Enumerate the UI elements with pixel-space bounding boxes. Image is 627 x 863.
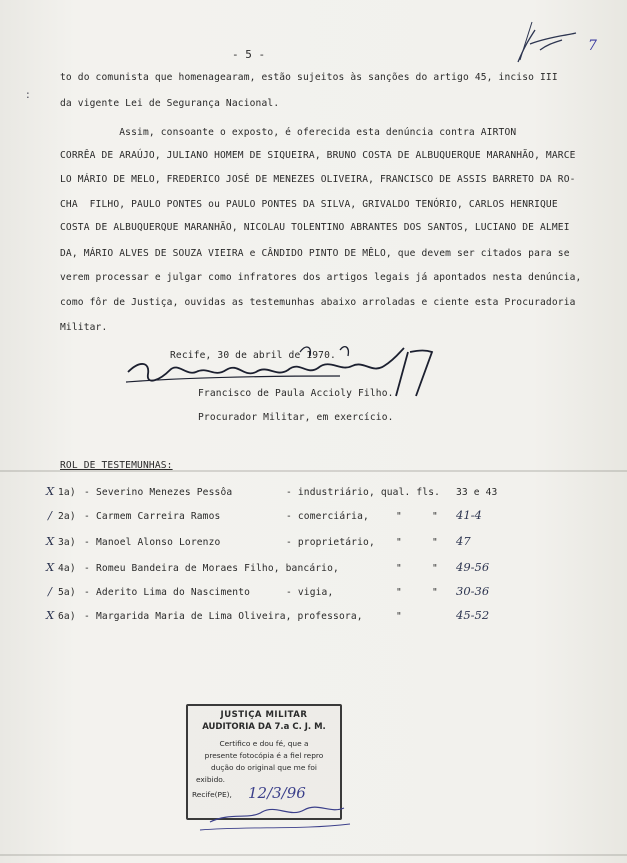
witness-folios: 33 e 43: [456, 487, 498, 498]
witness-dash: -: [84, 563, 90, 574]
stamp-line: presente fotocópia é a fiel repro: [204, 751, 324, 760]
body-line: verem processar e julgar como infratores dos artigos legais já apontados nesta denúncia,: [60, 272, 582, 283]
check-mark: X: [46, 484, 55, 498]
stamp-line: exibido.: [196, 775, 226, 784]
body-line: to do comunista que homenagearam, estão sujeitos às sanções do artigo 45, inciso III: [60, 72, 558, 83]
ditto-mark: ": [396, 537, 402, 548]
check-mark: /: [48, 508, 52, 522]
witness-name: Margarida Maria de Lima Oliveira, professora,: [96, 611, 363, 622]
ditto-mark: ": [432, 511, 438, 522]
witness-role: - industriário, qual. fls.: [286, 487, 441, 498]
witness-name: Severino Menezes Pessôa: [96, 487, 233, 498]
witness-heading: ROL DE TESTEMUNHAS:: [60, 460, 173, 471]
corner-mark: 7: [588, 38, 597, 54]
ditto-mark: ": [432, 537, 438, 548]
witness-number: 6a): [58, 611, 76, 622]
stamp-line: Recife(PE),: [192, 790, 232, 799]
witness-number: 5a): [58, 587, 76, 598]
witness-name: Aderito Lima do Nascimento: [96, 587, 251, 598]
check-mark: X: [46, 534, 55, 548]
signer-title: Procurador Militar, em exercício.: [198, 412, 394, 423]
witness-folios: 49-56: [456, 560, 490, 574]
check-mark: X: [46, 608, 55, 622]
body-line: COSTA DE ALBUQUERQUE MARANHÃO, NICOLAU TOLENTINO ABRANTES DOS SANTOS, LUCIANO DE ALMEI: [60, 222, 570, 233]
body-line: DA, MÁRIO ALVES DE SOUZA VIEIRA e CÂNDIDO PINTO DE MÊLO, que devem ser citados para se: [60, 248, 570, 259]
witness-name: Romeu Bandeira de Moraes Filho, bancário,: [96, 563, 339, 574]
place-date: Recife, 30 de abril de 1970.: [170, 350, 336, 361]
witness-name: Manoel Alonso Lorenzo: [96, 537, 221, 548]
ditto-mark: ": [396, 587, 402, 598]
witness-folios: 47: [456, 534, 471, 548]
ditto-mark: ": [396, 611, 402, 622]
body-line: LO MÁRIO DE MELO, FREDERICO JOSÉ DE MENEZES OLIVEIRA, FRANCISCO DE ASSIS BARRETO DA RO-: [60, 174, 576, 185]
ditto-mark: ": [432, 587, 438, 598]
witness-folios: 30-36: [456, 584, 490, 598]
witness-name: Carmem Carreira Ramos: [96, 511, 221, 522]
body-line: da vigente Lei de Segurança Nacional.: [60, 98, 280, 109]
witness-dash: -: [84, 587, 90, 598]
ditto-mark: ": [396, 563, 402, 574]
stamp-line: dução do original que me foi: [211, 763, 317, 772]
check-mark: X: [46, 560, 55, 574]
witness-role: - vigia,: [286, 587, 334, 598]
body-line: Assim, consoante o exposto, é oferecida esta denúncia contra AIRTON: [60, 127, 517, 138]
witness-dash: -: [84, 487, 90, 498]
body-line: CHA FILHO, PAULO PONTES ou PAULO PONTES DA SILVA, GRIVALDO TENÓRIO, CARLOS HENRIQUE: [60, 199, 558, 210]
body-line: como fôr de Justiça, ouvidas as testemunhas abaixo arroladas e ciente esta Procuradoria: [60, 297, 576, 308]
witness-role: - proprietário,: [286, 537, 375, 548]
witness-number: 4a): [58, 563, 76, 574]
witness-role: - comerciária,: [286, 511, 369, 522]
check-mark: /: [48, 584, 52, 598]
witness-dash: -: [84, 537, 90, 548]
body-line: Militar.: [60, 322, 108, 333]
page-number: - 5 -: [232, 48, 266, 61]
body-line: CORRÊA DE ARAÚJO, JULIANO HOMEM DE SIQUEIRA, BRUNO COSTA DE ALBUQUERQUE MARANHÃO, MARCE: [60, 150, 576, 161]
stamp-date: 12/3/96: [248, 784, 306, 802]
witness-folios: 41-4: [456, 508, 482, 522]
witness-folios: 45-52: [456, 608, 490, 622]
ditto-mark: ": [396, 511, 402, 522]
signer-name: Francisco de Paula Accioly Filho.: [198, 388, 394, 399]
witness-number: 2a): [58, 511, 76, 522]
witness-dash: -: [84, 611, 90, 622]
stamp-line: AUDITORIA DA 7.a C. J. M.: [202, 722, 326, 732]
witness-dash: -: [84, 511, 90, 522]
ditto-mark: ": [432, 563, 438, 574]
witness-number: 3a): [58, 537, 76, 548]
stamp-line: JUSTIÇA MILITAR: [220, 710, 308, 720]
margin-mark: :: [26, 88, 30, 101]
stamp-line: Certifico e dou fé, que a: [219, 739, 309, 748]
witness-number: 1a): [58, 487, 76, 498]
